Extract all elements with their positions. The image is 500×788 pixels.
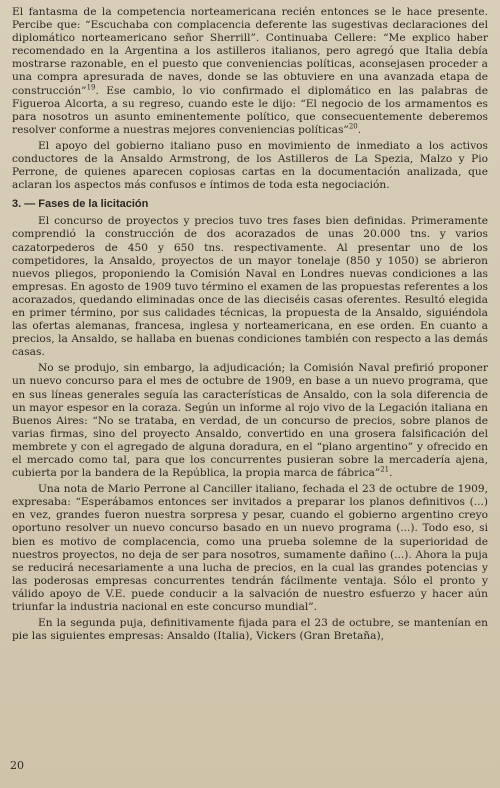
paragraph-1-tail: . Ese cambio, lo vio confirmado el diplomático en las palabras de Figueroa Alcorta, a su regreso, cuando este le dijo: “El negocio de los armamentos es para nosotros un asunto eminentemente político, que consecuentemente deberemos resolver conforme a nuestras mejores conveniencias políticas” bbox=[12, 84, 488, 136]
paragraph-1 bbox=[12, 6, 488, 137]
paragraph-1-text: El fantasma de la competencia norteamericana recién entonces se le hace presente. Percibe que: “Escuchaba con complacencia deferente las sugestivas declaraciones del diplomático norteamericano señor Sherrill”. Continuaba Cellere: “Me explico haber recomendado en la Argentina a los astilleros italianos, pero agregó que Italia debía mostrarse razonable, en el puesto que conveniencias políticas, aconsejasen proceder a una compra apresurada de naves, donde se las obtuviere en una avanzada etapa de construcción” bbox=[12, 6, 488, 97]
footnote-ref-20: 20 bbox=[348, 122, 358, 131]
paragraph-6: En la segunda puja, definitivamente fijada para el 23 de octubre, se mantenían en pie las siguientes empresas: Ansaldo (Italia), Vickers (Gran Bretaña), bbox=[12, 617, 488, 643]
paragraph-5: Una nota de Mario Perrone al Canciller italiano, fechada el 23 de octubre de 1909, expresaba: “Esperábamos entonces ser invitados a preparar los planos definitivos (...) en vez, grandes fueron nuestra sorpresa y pesar, cuando el gobierno argentino creyo oportuno resolver un nuevo concurso basado en un nuevo programa (...). Todo eso, si bien es motivo de complacencia, como una prueba solemne de la superioridad de nuestros proyectos, no deja de ser para nosotros, sumamente dañino (...). Ahora la puja se reducirá necesariamente a una lucha de precios, en la cual las grandes potencias y las poderosas empresas concurrentes tendrán fácilmente ventaja. Sólo el pronto y válido apoyo de V.E. puede conducir a la salvación de nuestro esfuerzo y hacer aún triunfar la industria nacional en este concurso mundial”. bbox=[12, 483, 488, 614]
section-heading: 3. — Fases de la licitación bbox=[12, 198, 149, 211]
paragraph-4 bbox=[12, 362, 488, 480]
paragraph-2: El apoyo del gobierno italiano puso en movimiento de inmediato a los activos conductores de la Ansaldo Armstrong, de los Astilleros de La Spezia, Malzo y Pio Perrone, de quienes aparecen copiosas cartas en la documentación analizada, que aclaran los aspectos más confusos e íntimos de toda esta negociación. bbox=[12, 139, 488, 192]
paragraph-4-text: No se produjo, sin embargo, la adjudicación; la Comisión Naval prefirió proponer un nuevo concurso para el mes de octubre de 1909, en base a un nuevo programa, que en sus líneas generales seguía las características de Ansaldo, con la sola diferencia de un mayor espesor en la coraza. Según un informe al rojo vivo de la Legación italiana en Buenos Aires: “No se trataba, en verdad, de un concurso de precios, sobre planos de varias firmas, sino del proyecto Ansaldo, convertido en una grosera falsificación del membrete y con el agregado de alguna doradura, en el “plano argentino” y ofrecido en el mercado como tal, para que los concurrentes pusieran sobre la mercadería ajena, cubierta por la bandera de la República, la propia marca de fábrica” bbox=[12, 362, 488, 480]
footnote-ref-21: 21 bbox=[380, 465, 390, 474]
paragraph-3: El concurso de proyectos y precios tuvo tres fases bien definidas. Primeramente comprendió la construcción de dos acorazados de unas 20.000 tns. y varios cazatorpederos de 450 y 650 tns. respectivamente. Al presentar uno de los competidores, la Ansaldo, proyectos de un mayor tonelaje (850 y 1050) se abrieron nuevos pliegos, proponiendo la Comisión Naval en Londres nuevas condiciones a las empresas. En agosto de 1909 tuvo término el examen de las propuestas referentes a los acorazados, quedando eliminadas once de las dieciséis casas oferentes. Resultó elegida en primer término, por sus calidades técnicas, la propuesta de la Ansaldo, siguiéndola las ofertas alemanas, francesa, inglesa y norteamericana, en ese orden. En cuanto a precios, la Ansaldo, se hallaba en buenas condiciones también con respecto a las demás casas. bbox=[12, 215, 488, 359]
paragraph-4-tail: . bbox=[389, 467, 393, 480]
footnote-ref-19: 19 bbox=[86, 83, 96, 92]
page-number: 20 bbox=[10, 759, 24, 772]
paragraph-1-end: . bbox=[357, 123, 362, 136]
